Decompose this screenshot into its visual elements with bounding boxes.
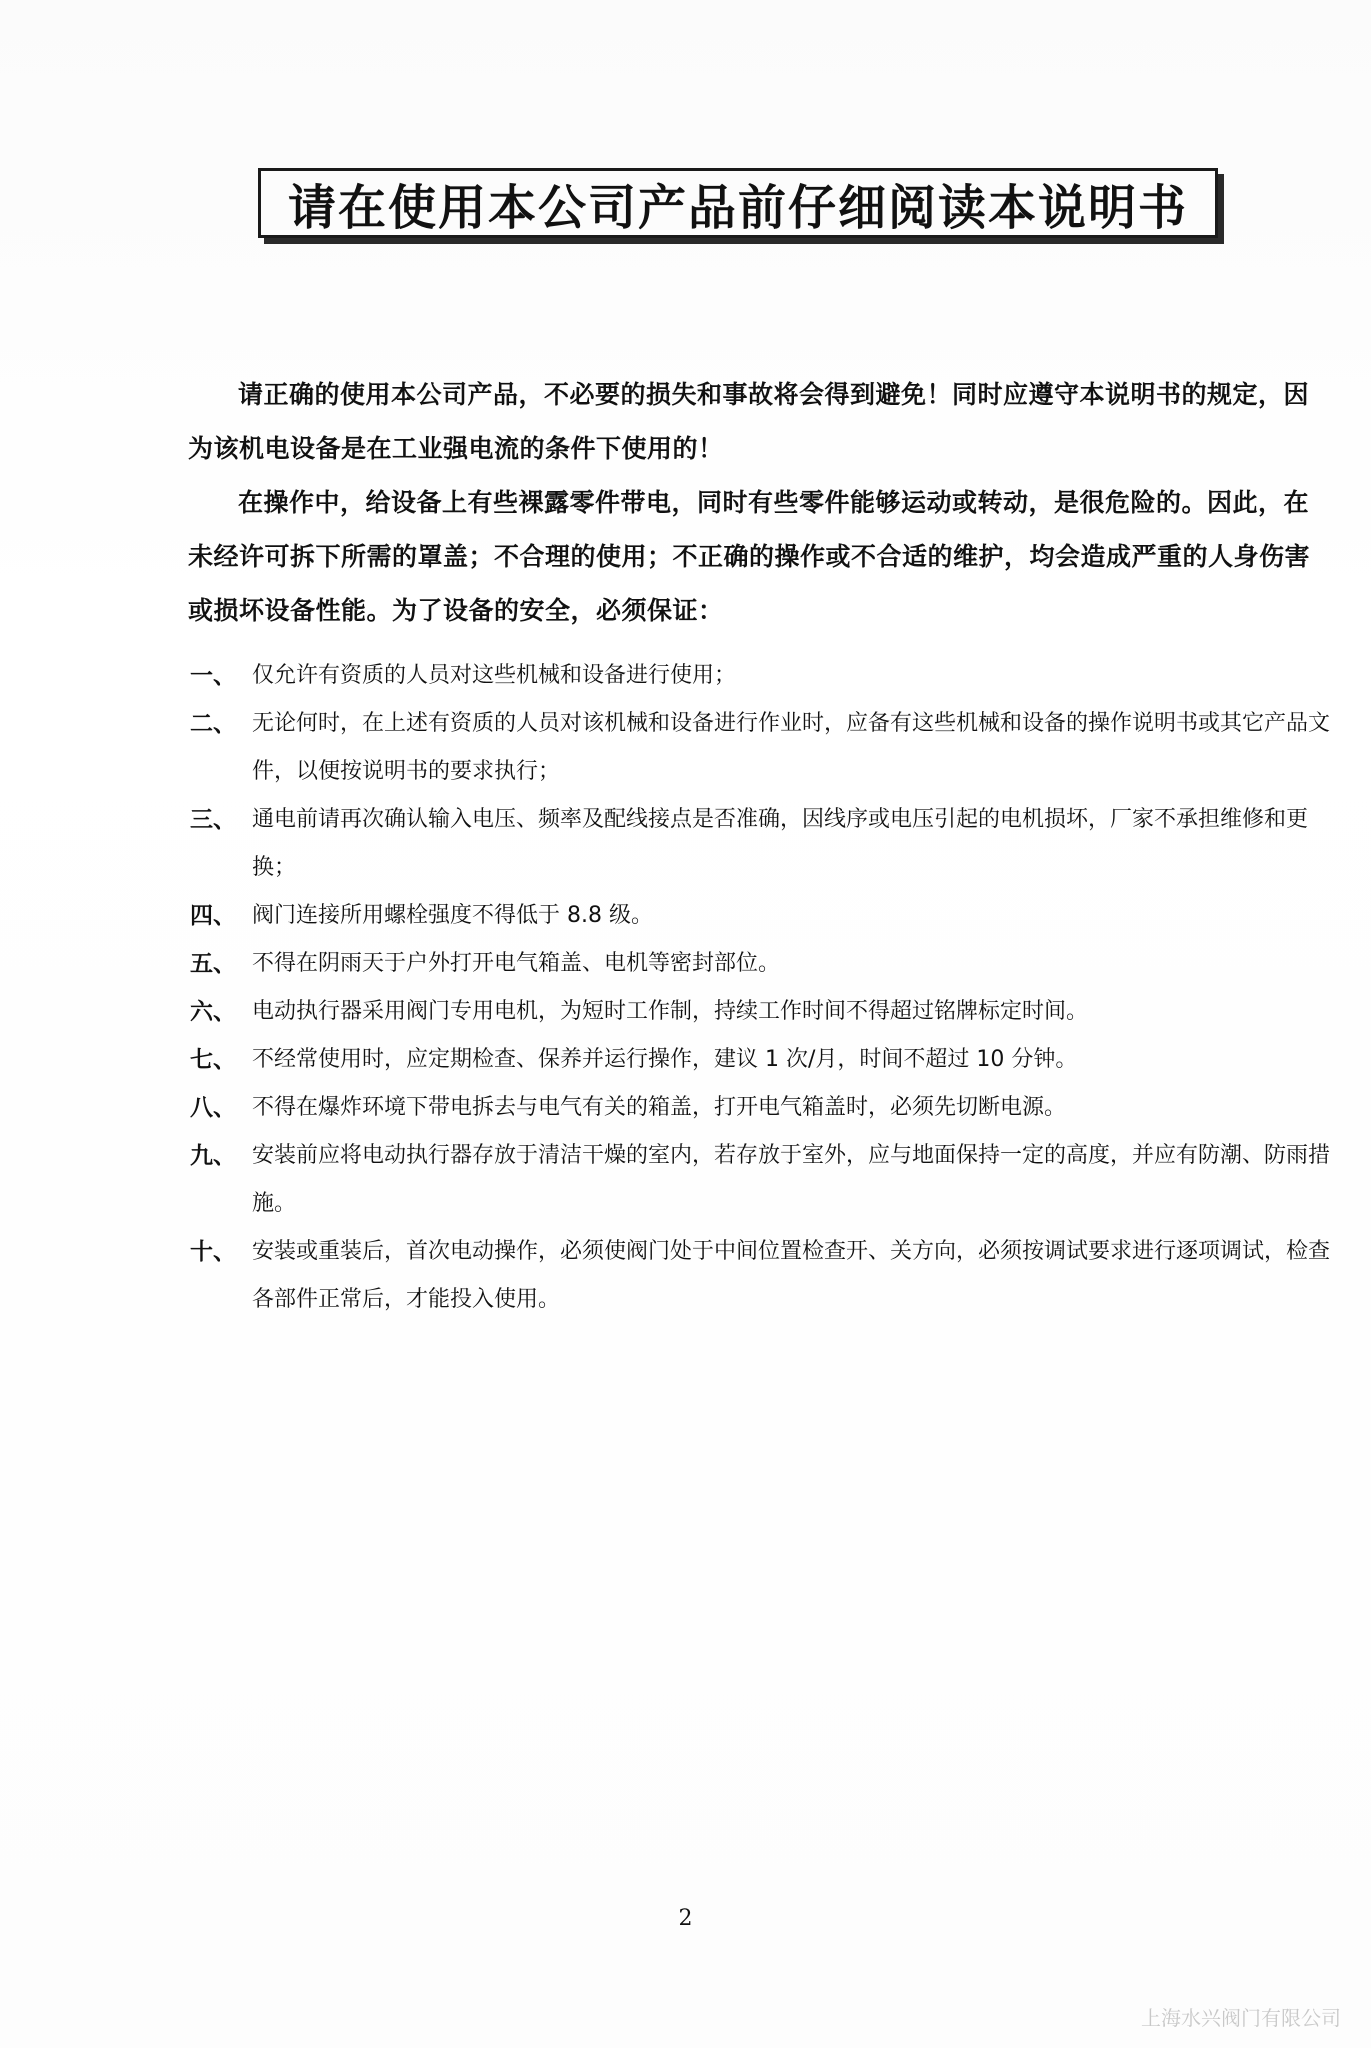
rule-number: 六、 [190, 999, 236, 1025]
intro-paragraph-1 [188, 368, 1328, 476]
intro-text-2: 在操作中，给设备上有些裸露零件带电，同时有些零件能够运动或转动，是很危险的。因此，在未经许可拆下所需的罩盖；不合理的使用；不正确的操作或不合适的维护，均会造成严重的人身伤害或损坏设备性能。为了设备的安全，必须保证： [188, 488, 1311, 625]
rule-item-8 [190, 1084, 1330, 1132]
rule-item-10 [190, 1228, 1330, 1324]
rule-number: 四、 [190, 903, 236, 929]
rule-item-2 [190, 700, 1330, 796]
rule-item-1 [190, 652, 1330, 700]
rule-text: 不经常使用时，应定期检查、保养并运行操作，建议 1 次/月，时间不超过 10 分钟。 [252, 1047, 1078, 1072]
rule-text: 不得在爆炸环境下带电拆去与电气有关的箱盖，打开电气箱盖时，必须先切断电源。 [252, 1095, 1067, 1120]
page-title: 请在使用本公司产品前仔细阅读本说明书 [287, 179, 1188, 236]
rule-item-6 [190, 988, 1330, 1036]
rule-item-9 [190, 1132, 1330, 1228]
rule-number: 三、 [190, 807, 236, 833]
rule-number: 一、 [190, 663, 236, 689]
title-box [258, 168, 1218, 238]
rule-text: 通电前请再次确认输入电压、频率及配线接点是否准确，因线序或电压引起的电机损坏，厂家不承担维修和更换； [252, 807, 1309, 880]
rules-list [190, 652, 1330, 1324]
rule-item-4 [190, 892, 1330, 940]
rule-item-7 [190, 1036, 1330, 1084]
rule-number: 二、 [190, 711, 236, 737]
rule-number: 十、 [190, 1239, 236, 1265]
rule-text: 无论何时，在上述有资质的人员对该机械和设备进行作业时，应备有这些机械和设备的操作说明书或其它产品文件，以便按说明书的要求执行； [252, 711, 1331, 784]
rule-item-5 [190, 940, 1330, 988]
intro-paragraph-2 [188, 476, 1328, 638]
page-number: 2 [678, 1906, 693, 1931]
rule-text: 仅允许有资质的人员对这些机械和设备进行使用； [252, 663, 737, 688]
rule-text: 安装或重装后，首次电动操作，必须使阀门处于中间位置检查开、关方向，必须按调试要求进行逐项调试，检查各部件正常后，才能投入使用。 [252, 1239, 1331, 1312]
rule-text: 安装前应将电动执行器存放于清洁干燥的室内，若存放于室外，应与地面保持一定的高度，并应有防潮、防雨措施。 [252, 1143, 1331, 1216]
rule-number: 九、 [190, 1143, 236, 1169]
rule-text: 电动执行器采用阀门专用电机，为短时工作制，持续工作时间不得超过铭牌标定时间。 [252, 999, 1089, 1024]
rule-item-3 [190, 796, 1330, 892]
rule-text: 阀门连接所用螺栓强度不得低于 8.8 级。 [252, 903, 653, 928]
rule-number: 七、 [190, 1047, 236, 1073]
rule-text: 不得在阴雨天于户外打开电气箱盖、电机等密封部位。 [252, 951, 781, 976]
company-watermark: 上海水兴阀门有限公司 [1141, 2006, 1341, 2030]
rule-number: 八、 [190, 1095, 236, 1121]
rule-number: 五、 [190, 951, 236, 977]
intro-text-1: 请正确的使用本公司产品，不必要的损失和事故将会得到避免！同时应遵守本说明书的规定，因为该机电设备是在工业强电流的条件下使用的！ [188, 380, 1310, 463]
